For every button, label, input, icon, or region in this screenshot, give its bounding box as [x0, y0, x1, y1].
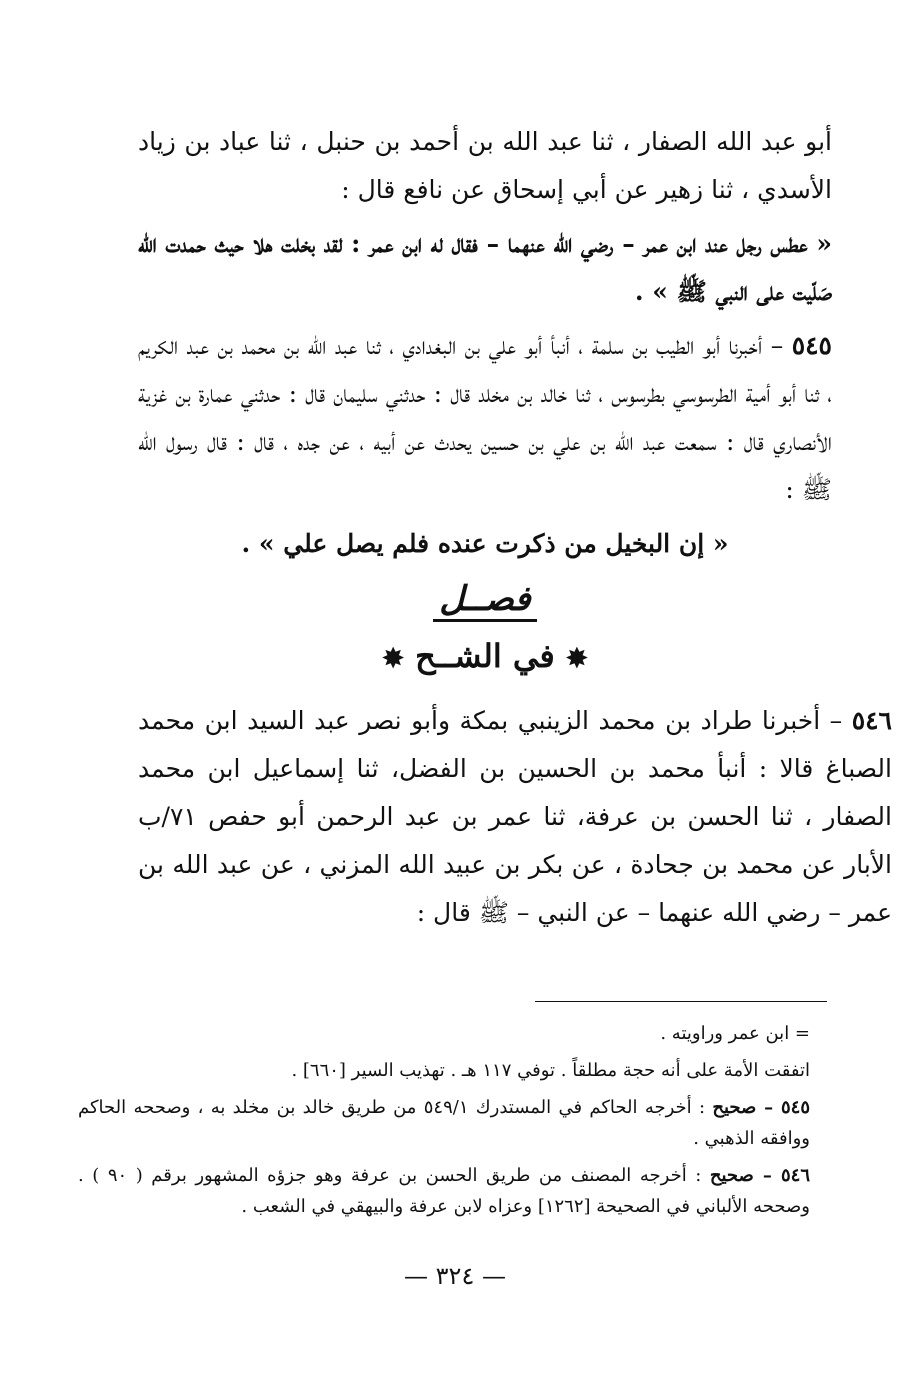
hadith-number-546: ٥٤٦ — [851, 706, 892, 735]
footnotes — [78, 1018, 830, 1228]
fasl-label: فصــل — [433, 579, 536, 622]
footnote-546-text: : أخرجه المصنف من طريق الحسن بن عرفة وهو جزؤه المشهور برقم ( ٩٠ ) . وصححه الألباني في الصحيحة [١٢٦٢] وعزاه لابن عرفة والبيهقي في الشعب . — [78, 1165, 810, 1217]
hadith-546-text-b: الأبار عن محمد بن جحادة ، عن بكر بن عبيد الله المزني ، عن عبد الله بن عمر – رضي الله عنهما – عن النبي – ﷺ قال : — [138, 850, 892, 927]
hadith-number-545: ٥٤٥ — [791, 331, 832, 360]
page-number: — ٣٢٤ — — [404, 1262, 506, 1290]
footnote-545-grade: ٥٤٥ – صحيح — [712, 1097, 810, 1118]
footnote-continuation-b: اتفقت الأمة على أنه حجة مطلقاً . توفي ١١٧ هـ . تهذيب السير [٦٦٠] . — [291, 1060, 810, 1081]
footnote-separator — [535, 1001, 827, 1002]
footnote-546 — [78, 1160, 830, 1222]
hadith-545 — [138, 322, 832, 514]
main-text — [138, 118, 892, 939]
star-ornament-icon: ✸ — [382, 644, 404, 674]
footnote-continuation-a: = ابن عمر وراويته . — [660, 1023, 810, 1044]
section-subheading — [138, 628, 832, 687]
hadith-546-text-a: – أخبرنا طراد بن محمد الزينبي بمكة وأبو نصر عبد السيد ابن محمد الصباغ قالا : أنبأ محمد بن الحسين بن الفضل، ثنا إسماعيل ابن محمد الصفار ، ثنا الحسن بن عرفة، ثنا عمر بن عبد الرحمن أبو حفص — [138, 706, 892, 831]
hadith-quote-ibn-umar: « عطس رجل عند ابن عمر – رضي الله عنهما – فقال له ابن عمر : لقد بخلت هلا حيث حمدت الله صَلّيت على النبي ﷺ » . — [138, 229, 832, 306]
star-ornament-icon: ✸ — [565, 644, 588, 674]
subheading-text: في الشــح — [415, 637, 555, 675]
hadith-546 — [138, 697, 892, 937]
paragraph-isnad-intro: أبو عبد الله الصفار ، ثنا عبد الله بن أحمد بن حنبل ، ثنا عباد بن زياد الأسدي ، ثنا زهير عن أبي إسحاق عن نافع قال : — [138, 127, 832, 204]
footnote-545-text: : أخرجه الحاكم في المستدرك ٥٤٩/١ من طريق خالد بن مخلد به ، وصححه الحاكم ووافقه الذهبي . — [78, 1097, 810, 1149]
section-heading-fasl — [138, 574, 832, 624]
footnote-545 — [78, 1092, 830, 1154]
hadith-545-text: – أخبرنا أبو الطيب بن سلمة ، أنبأ أبو علي بن البغدادي ، ثنا عبد الله بن محمد بن عبد الكريم ، ثنا أبو أمية الطرسوسي بطرسوس ، ثنا خالد بن مخلد قال : حدثني سليمان قال : حدثني عمارة بن غزية الأنصاري قال : سمعت عبد الله بن علي بن حسين يحدث عن أبيه ، عن جده ، قال : قال رسول الله ﷺ : — [138, 331, 832, 504]
footnote-546-grade: ٥٤٦ – صحيح — [709, 1165, 810, 1186]
hadith-quote-bakhil: « إن البخيل من ذكرت عنده فلم يصل علي » . — [241, 529, 729, 558]
margin-folio-reference: ٧١/ب — [138, 802, 197, 831]
